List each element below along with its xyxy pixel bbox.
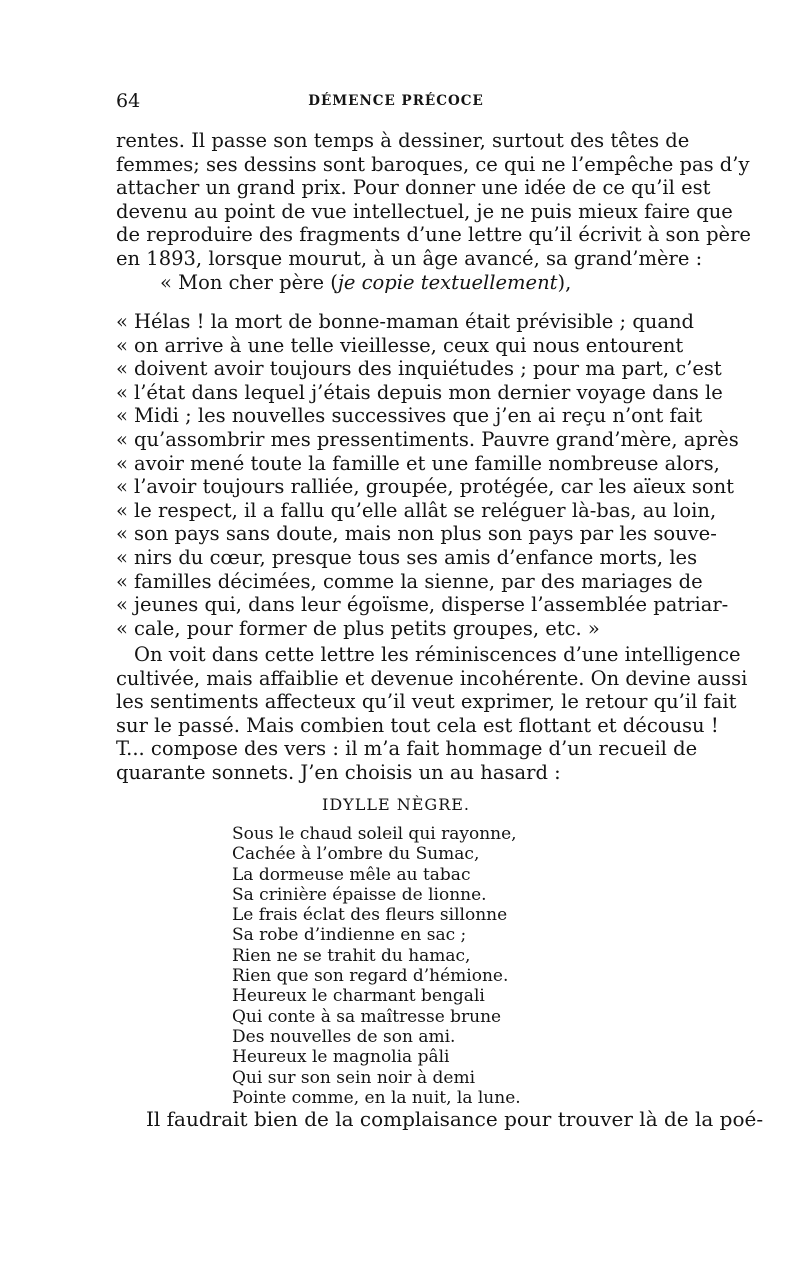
running-title: DÉMENCE PRÉCOCE [308,93,484,109]
quote-mark: « [116,616,128,640]
quote-line [116,380,723,405]
quote-mark: « [116,522,128,546]
quote-text: le respect, il a fallu qu’elle allât se reléguer là-bas, au loin, [134,498,717,522]
poem-line: Rien ne se trahit du hamac, [232,945,471,966]
text-line: de reproduire des fragments d’une lettre qu’il écrivit à son père [116,223,751,247]
quote-mark: « [116,498,128,522]
quote-mark: « [116,569,128,593]
quote-text: Hélas ! la mort de bonne-maman était prévisible ; quand [134,310,695,333]
commentary-paragraph [116,643,748,785]
quote-mark: « [116,404,128,428]
quote-text: cale, pour former de plus petits groupes, etc. » [134,616,600,640]
text-line: attacher un grand prix. Pour donner une idée de ce qu’il est [116,176,711,200]
quote-text: avoir mené toute la famille et une famille nombreuse alors, [134,451,720,475]
quote-line [116,404,703,428]
poem-line: Sa crinière épaisse de lionne. [232,884,487,905]
quote-line [116,617,676,641]
quote-line [116,545,698,570]
page-header [116,90,676,120]
quote-line [116,522,717,546]
page-number: 64 [116,90,141,112]
poem-title: IDYLLE NÈGRE. [322,795,470,814]
quote-mark: « [116,545,128,569]
quote-line [116,593,729,617]
quote-mark: « [116,357,128,381]
poem-line: Pointe comme, en la nuit, la lune. [232,1087,521,1108]
text-line: en 1893, lorsque mourut, à un âge avancé, sa grand’mère : [116,246,703,270]
salutation-aside: je copie textuellement [337,270,558,294]
quote-mark: « [116,475,128,499]
text-line: cultivée, mais affaiblie et devenue incohérente. On devine aussi [116,666,748,690]
quote-line [116,310,695,334]
quote-mark: « [116,333,128,357]
poem-line: Heureux le magnolia pâli [232,1047,450,1068]
letter-salutation [116,271,676,295]
quote-line [116,569,703,594]
text-line: sur le passé. Mais combien tout cela est flottant et décousu ! [116,713,719,737]
poem-line: Heureux le charmant bengali [232,986,485,1007]
quote-text: nirs du cœur, presque tous ses amis d’enfance morts, les [134,545,698,569]
quote-mark: « [116,380,128,404]
quote-mark: « [116,427,128,451]
salutation-end: ), [557,270,572,294]
text-line: T... compose des vers : il m’a fait hommage d’un recueil de [116,737,698,761]
salutation-text: « Mon cher père ( [160,270,338,294]
intro-paragraph [116,129,751,294]
quote-text: son pays sans doute, mais non plus son pays par les souve- [134,522,717,546]
poem-line: Rien que son regard d’hémione. [232,966,509,987]
text-line: quarante sonnets. J’en choisis un au hasard : [116,760,561,784]
quote-text: qu’assombrir mes pressentiments. Pauvre grand’mère, après [134,427,739,451]
text-line: Il faudrait bien de la complaisance pour trouver là de la poé- [146,1107,764,1131]
poem-line: Sa robe d’indienne en sac ; [232,925,467,946]
quote-line [116,357,722,381]
quote-text: l’état dans lequel j’étais depuis mon dernier voyage dans le [134,380,723,404]
quote-line [116,498,717,523]
quote-text: on arrive à une telle vieillesse, ceux qui nous entourent [134,333,684,357]
poem-line: Des nouvelles de son ami. [232,1026,456,1047]
quote-mark: « [116,593,128,617]
quote-text: familles décimées, comme la sienne, par des mariages de [134,569,703,593]
text-line: devenu au point de vue intellectuel, je ne puis mieux faire que [116,199,733,223]
poem-line: Le frais éclat des fleurs sillonne [232,905,508,926]
poem-line: Qui sur son sein noir à demi [232,1067,476,1088]
poem-line: Cachée à l’ombre du Sumac, [232,844,480,865]
quote-line [116,451,720,476]
text-line: rentes. Il passe son temps à dessiner, surtout des têtes de [116,129,690,152]
quote-line [116,475,735,499]
poem [232,824,521,1108]
poem-line: La dormeuse mêle au tabac [232,864,471,885]
quote-line [116,427,739,452]
quote-text: doivent avoir toujours des inquiétudes ; pour ma part, c’est [134,357,722,381]
quote-mark: « [116,310,128,333]
quote-text: jeunes qui, dans leur égoïsme, disperse l’assemblée patriar- [134,593,729,617]
poem-line: Qui conte à sa maîtresse brune [232,1006,502,1027]
text-line: femmes; ses dessins sont baroques, ce qui ne l’empêche pas d’y [116,152,750,176]
quote-text: Midi ; les nouvelles successives que j’en ai reçu n’ont fait [134,404,703,428]
quote-text: l’avoir toujours ralliée, groupée, protégée, car les aïeux sont [134,475,735,499]
poem-line: Sous le chaud soleil qui rayonne, [232,824,517,844]
letter-quote [116,310,739,640]
closing-paragraph [116,1107,764,1132]
quote-mark: « [116,451,128,475]
quote-line [116,333,684,358]
text-line: les sentiments affecteux qu’il veut exprimer, le retour qu’il fait [116,690,737,714]
text-line: On voit dans cette lettre les réminiscences d’une intelligence [134,643,741,666]
